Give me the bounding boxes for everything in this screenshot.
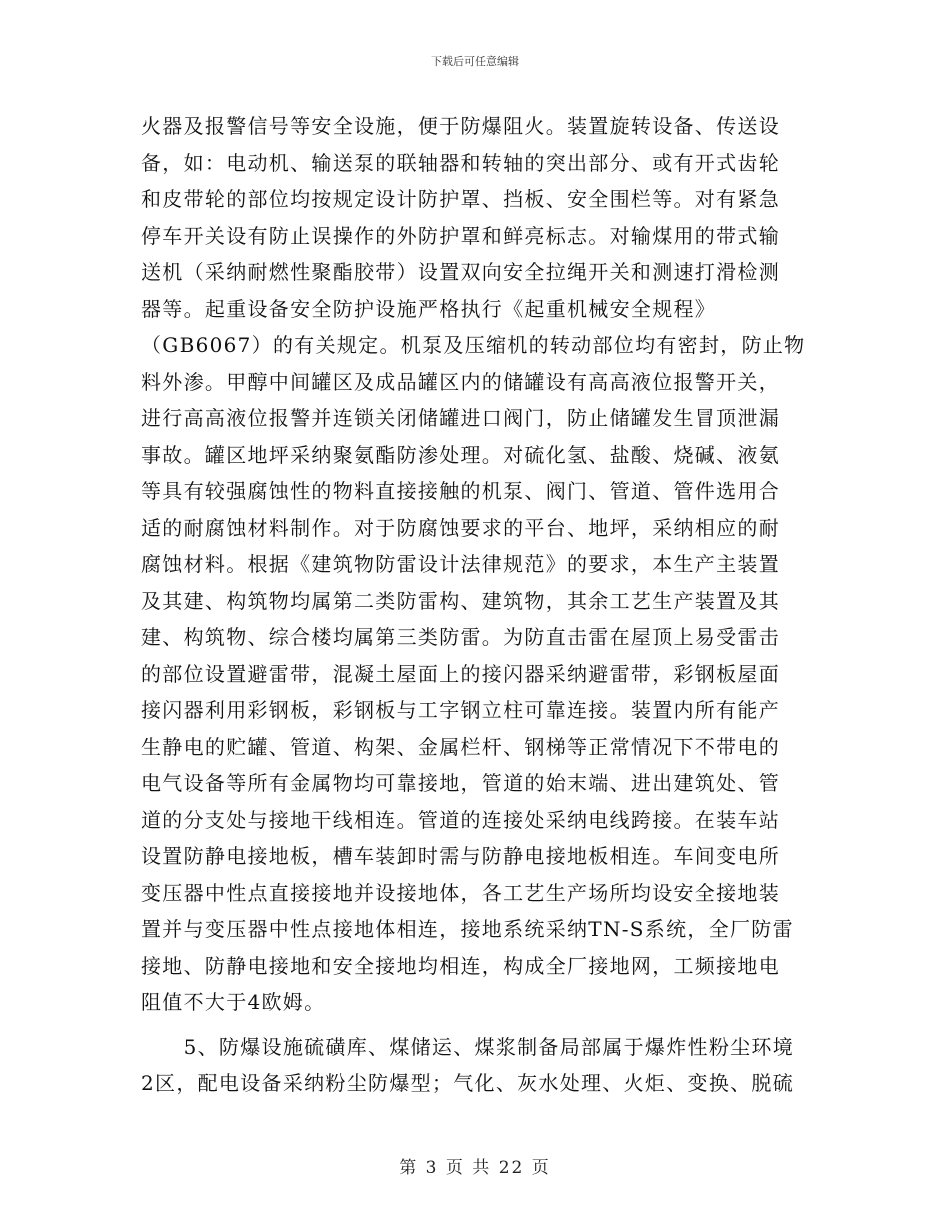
text-line: 料外渗。甲醇中间罐区及成品罐区内的储罐设有高高液位报警开关， [141, 369, 780, 394]
text-line: 停车开关设有防止误操作的外防护罩和鲜亮标志。对输煤用的带式输 [141, 223, 780, 248]
text-line: 生静电的贮罐、管道、构架、金属栏杆、钢梯等正常情况下不带电的 [141, 734, 780, 759]
text-line: 电气设备等所有金属物均可靠接地，管道的始末端、进出建筑处、管 [141, 771, 780, 795]
text-line: 2区，配电设备采纳粉尘防爆型；气化、灰水处理、火炬、变换、脱硫 [141, 1071, 795, 1095]
page-number: 第 3 页 共 22 页 [399, 1158, 551, 1178]
text-line: 适的耐腐蚀材料制作。对于防腐蚀要求的平台、地坪，采纳相应的耐 [141, 515, 780, 540]
paragraph-gap [141, 1021, 809, 1029]
text-line: 等具有较强腐蚀性的物料直接接触的机泵、阀门、管道、管件选用合 [141, 479, 780, 503]
text-line: 器等。起重设备安全防护设施严格执行《起重机械安全规程》 [141, 296, 717, 321]
text-line: 阻值不大于4欧姆。 [141, 990, 326, 1014]
page-header: 下载后可任意编辑 [431, 55, 519, 68]
text-line: 事故。罐区地坪采纳聚氨酯防渗处理。对硫化氢、盐酸、烧碱、液氨 [141, 442, 780, 467]
text-line: 变压器中性点直接接地并设接地体，各工艺生产场所均设安全接地装 [141, 880, 780, 905]
text-line: 火器及报警信号等安全设施，便于防爆阻火。装置旋转设备、传送设 [141, 114, 780, 138]
text-line: 建、构筑物、综合楼均属第三类防雷。为防直击雷在屋顶上易受雷击 [141, 625, 780, 649]
text-line: 置并与变压器中性点接地体相连，接地系统采纳TN-S系统，全厂防雷 [141, 917, 794, 941]
text-line: 和皮带轮的部位均按规定设计防护罩、挡板、安全围栏等。对有紧急 [141, 187, 780, 211]
text-line: 送机（采纳耐燃性聚酯胶带）设置双向安全拉绳开关和测速打滑检测 [141, 260, 780, 284]
text-line: 设置防静电接地板，槽车装卸时需与防静电接地板相连。车间变电所 [141, 844, 780, 868]
text-line: 接地、防静电接地和安全接地均相连，构成全厂接地网，工频接地电 [141, 953, 780, 978]
text-line: 5、防爆设施硫磺库、煤储运、煤浆制备局部属于爆炸性粉尘环境 [141, 1034, 795, 1059]
text-line: 备，如：电动机、输送泵的联轴器和转轴的突出部分、或有开式齿轮 [141, 150, 780, 175]
text-line: （GB6067）的有关规定。机泵及压缩机的转动部位均有密封，防止物 [141, 333, 806, 357]
text-line: 接闪器利用彩钢板，彩钢板与工字钢立柱可靠连接。装置内所有能产 [141, 698, 780, 722]
document-body [141, 108, 809, 1102]
text-line: 及其建、构筑物均属第二类防雷构、建筑物，其余工艺生产装置及其 [141, 588, 780, 613]
text-line: 道的分支处与接地干线相连。管道的连接处采纳电线跨接。在装车站 [141, 807, 780, 832]
text-line: 腐蚀材料。根据《建筑物防雷设计法律规范》的要求，本生产主装置 [141, 552, 780, 576]
text-line: 进行高高液位报警并连锁关闭储罐进口阀门，防止储罐发生冒顶泄漏 [141, 406, 780, 430]
text-line: 的部位设置避雷带，混凝土屋面上的接闪器采纳避雷带，彩钢板屋面 [141, 661, 780, 686]
